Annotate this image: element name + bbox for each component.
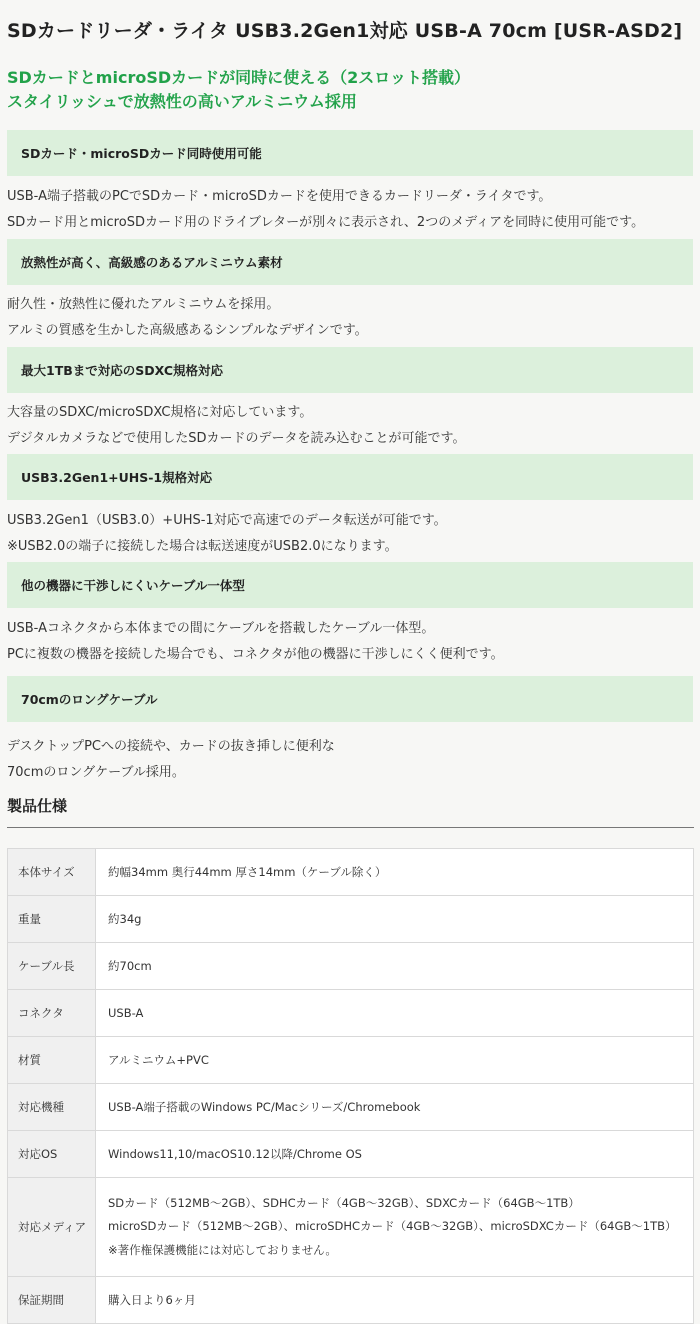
spec-value: 約幅34mm 奥行44mm 厚さ14mm（ケーブル除く） (96, 849, 694, 896)
feature-text: 耐久性・放熱性に優れたアルミニウムを採用。 (7, 297, 280, 312)
spec-value: 約34g (96, 896, 694, 943)
spec-value: 購入日より6ヶ月 (96, 1277, 694, 1324)
feature-text: アルミの質感を生かした高級感あるシンプルなデザインです。 (7, 323, 368, 338)
spec-label: ケーブル長 (8, 943, 96, 990)
table-row (8, 1084, 694, 1131)
page-title: SDカードリーダ・ライタ USB3.2Gen1対応 USB-A 70cm [USR-ASD2] (7, 20, 683, 42)
feature-heading: 70cmのロングケーブル (7, 676, 693, 722)
table-row (8, 1277, 694, 1324)
spec-value: アルミニウム+PVC (96, 1037, 694, 1084)
spec-label: 対応機種 (8, 1084, 96, 1131)
spec-label: 本体サイズ (8, 849, 96, 896)
spec-label: 重量 (8, 896, 96, 943)
table-row (8, 990, 694, 1037)
table-row (8, 896, 694, 943)
spec-label: 保証期間 (8, 1277, 96, 1324)
feature-heading: 放熱性が高く、高級感のあるアルミニウム素材 (7, 239, 693, 285)
catch-line-1: SDカードとmicroSDカードが同時に使える（2スロット搭載） (7, 68, 470, 87)
spec-label: 対応OS (8, 1131, 96, 1178)
feature-text: デジタルカメラなどで使用したSDカードのデータを読み込むことが可能です。 (7, 431, 466, 446)
spec-value-line: SDカード（512MB～2GB）、SDHCカード（4GB～32GB）、SDXCカード（64GB～1TB） (108, 1195, 580, 1210)
table-row (8, 1037, 694, 1084)
feature-heading: SDカード・microSDカード同時使用可能 (7, 130, 693, 176)
feature-heading: 他の機器に干渉しにくいケーブル一体型 (7, 562, 693, 608)
spec-title: 製品仕様 (7, 797, 68, 815)
spec-value-line: microSDカード（512MB～2GB）、microSDHCカード（4GB～32GB）、microSDXCカード（64GB～1TB） (108, 1219, 677, 1234)
feature-text: PCに複数の機器を接続した場合でも、コネクタが他の機器に干渉しにくく便利です。 (7, 647, 504, 662)
feature-text: USB-Aコネクタから本体までの間にケーブルを搭載したケーブル一体型。 (7, 621, 435, 636)
feature-heading: USB3.2Gen1+UHS-1規格対応 (7, 454, 693, 500)
feature-text: USB3.2Gen1（USB3.0）+UHS-1対応で高速でのデータ転送が可能です。 (7, 513, 447, 528)
table-row (8, 943, 694, 990)
feature-text: ※USB2.0の端子に接続した場合は転送速度がUSB2.0になります。 (7, 539, 398, 554)
spec-value: USB-A端子搭載のWindows PC/Macシリーズ/Chromebook (96, 1084, 694, 1131)
spec-label: 材質 (8, 1037, 96, 1084)
spec-value: Windows11,10/macOS10.12以降/Chrome OS (96, 1131, 694, 1178)
table-row (8, 1131, 694, 1178)
feature-text: SDカード用とmicroSDカード用のドライブレターが別々に表示され、2つのメディアを同時に使用可能です。 (7, 215, 645, 230)
feature-text: 大容量のSDXC/microSDXC規格に対応しています。 (7, 405, 313, 420)
spec-label: 対応メディア (8, 1178, 96, 1277)
table-row (8, 1178, 694, 1277)
feature-text: デスクトップPCへの接続や、カードの抜き挿しに便利な (7, 739, 335, 754)
spec-value: USB-A (96, 990, 694, 1037)
spec-value: 約70cm (96, 943, 694, 990)
table-row (8, 849, 694, 896)
spec-value (96, 1178, 694, 1277)
feature-text: 70cmのロングケーブル採用。 (7, 765, 185, 780)
feature-text: USB-A端子搭載のPCでSDカード・microSDカードを使用できるカードリーダ・ライタです。 (7, 189, 552, 204)
spec-table (7, 848, 694, 1324)
spec-label: コネクタ (8, 990, 96, 1037)
catch-line-2: スタイリッシュで放熱性の高いアルミニウム採用 (7, 92, 357, 111)
divider (7, 827, 694, 828)
spec-value-line: ※著作権保護機能には対応しておりません。 (108, 1242, 337, 1257)
feature-heading: 最大1TBまで対応のSDXC規格対応 (7, 347, 693, 393)
